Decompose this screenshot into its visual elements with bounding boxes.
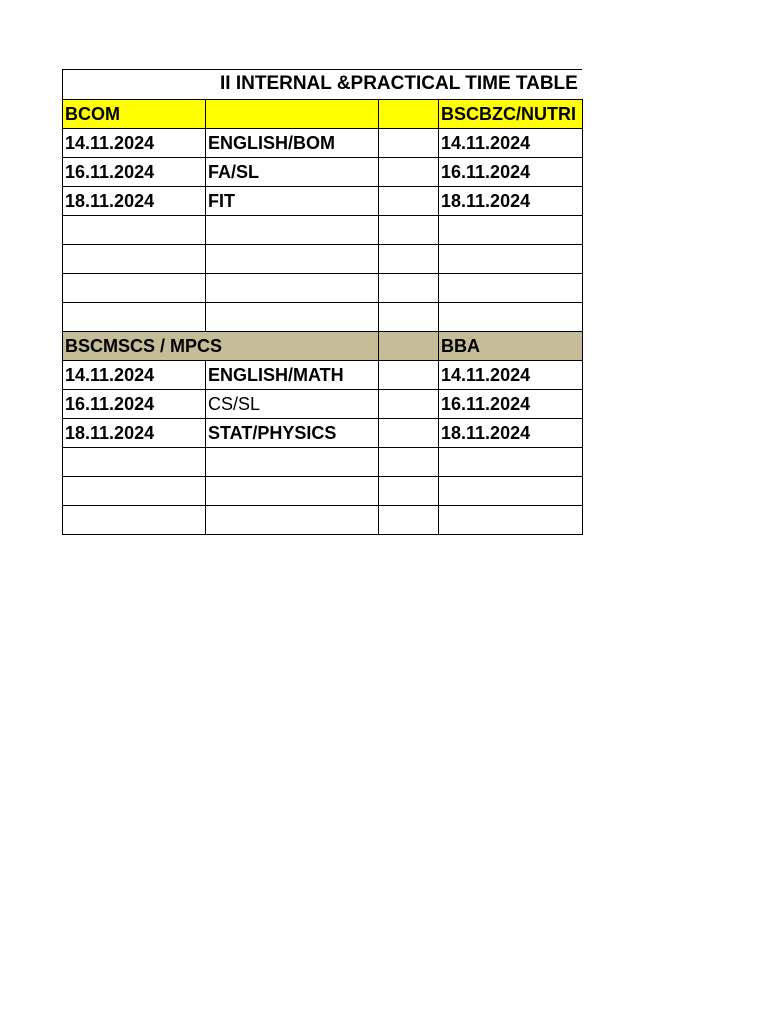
subject-cell[interactable]: FA/SL [206,158,379,187]
subject-cell[interactable]: ENGLISH/MATH [206,361,379,390]
empty-cell[interactable] [379,158,439,187]
subject-cell[interactable]: FIT [206,187,379,216]
subject-cell[interactable]: ENGLISH/BOM [206,129,379,158]
empty-cell[interactable] [379,187,439,216]
empty-cell[interactable] [379,332,439,361]
date-cell[interactable]: 18.11.2024 [439,419,583,448]
empty-cell[interactable] [379,390,439,419]
section-header-row [63,100,583,129]
table-row [63,245,583,274]
bba-header-cell[interactable] [439,332,583,361]
table-row [63,448,583,477]
empty-cell[interactable] [63,245,206,274]
empty-cell[interactable] [379,274,439,303]
empty-cell[interactable] [379,448,439,477]
subject-cell[interactable]: CS/SL [206,390,379,419]
bscmscs-header-cell[interactable] [63,332,223,361]
bscbzc-header: BSCBZC/NUTRI [441,103,576,124]
empty-cell[interactable] [206,477,379,506]
empty-cell[interactable] [206,448,379,477]
table-row [63,303,583,332]
empty-cell[interactable] [439,477,583,506]
table-row [63,129,583,158]
table-row [63,187,583,216]
table-row [63,274,583,303]
date-cell[interactable]: 16.11.2024 [439,390,583,419]
empty-cell[interactable] [379,129,439,158]
title-row [62,69,582,99]
table-row [63,390,583,419]
empty-cell[interactable] [379,477,439,506]
date-cell[interactable]: 14.11.2024 [439,361,583,390]
empty-cell[interactable] [379,506,439,535]
empty-cell[interactable] [439,303,583,332]
empty-cell[interactable] [206,506,379,535]
empty-cell[interactable] [379,361,439,390]
empty-cell[interactable] [63,216,206,245]
empty-cell[interactable] [439,506,583,535]
empty-cell[interactable] [63,274,206,303]
bscbzc-header-cell[interactable] [439,100,583,129]
empty-cell[interactable] [379,419,439,448]
empty-cell[interactable] [379,216,439,245]
date-cell[interactable]: 16.11.2024 [63,390,206,419]
bcom-header: BCOM [65,103,120,124]
empty-cell[interactable] [379,100,439,129]
empty-cell[interactable] [439,448,583,477]
empty-cell[interactable] [63,448,206,477]
date-cell[interactable]: 16.11.2024 [63,158,206,187]
bba-header: BBA [441,335,480,356]
table-row [63,361,583,390]
table-row [63,158,583,187]
subject-cell[interactable]: STAT/PHYSICS [206,419,379,448]
empty-cell[interactable] [439,274,583,303]
table-row [63,477,583,506]
empty-cell[interactable] [206,303,379,332]
empty-cell[interactable] [379,303,439,332]
table-row [63,506,583,535]
section-header-row [63,332,583,361]
empty-cell[interactable] [439,245,583,274]
date-cell[interactable]: 14.11.2024 [63,129,206,158]
date-cell[interactable]: 14.11.2024 [63,361,206,390]
date-cell[interactable]: 18.11.2024 [63,419,206,448]
empty-cell[interactable] [439,216,583,245]
date-cell[interactable]: 18.11.2024 [63,187,206,216]
timetable-sheet [62,69,582,535]
empty-cell[interactable] [206,100,379,129]
empty-cell[interactable] [63,303,206,332]
empty-cell[interactable] [206,274,379,303]
table-row [63,216,583,245]
timetable [62,99,583,535]
empty-cell[interactable] [63,506,206,535]
date-cell[interactable]: 16.11.2024 [439,158,583,187]
empty-cell[interactable] [379,245,439,274]
bcom-header-cell[interactable] [63,100,206,129]
table-row [63,419,583,448]
date-cell[interactable]: 14.11.2024 [439,129,583,158]
empty-cell[interactable] [206,245,379,274]
empty-cell[interactable] [206,216,379,245]
page-title: II INTERNAL &PRACTICAL TIME TABLE [220,73,578,94]
date-cell[interactable]: 18.11.2024 [439,187,583,216]
empty-cell[interactable] [206,332,379,361]
bscmscs-header: BSCMSCS / MPCS [65,335,223,356]
empty-cell[interactable] [63,477,206,506]
